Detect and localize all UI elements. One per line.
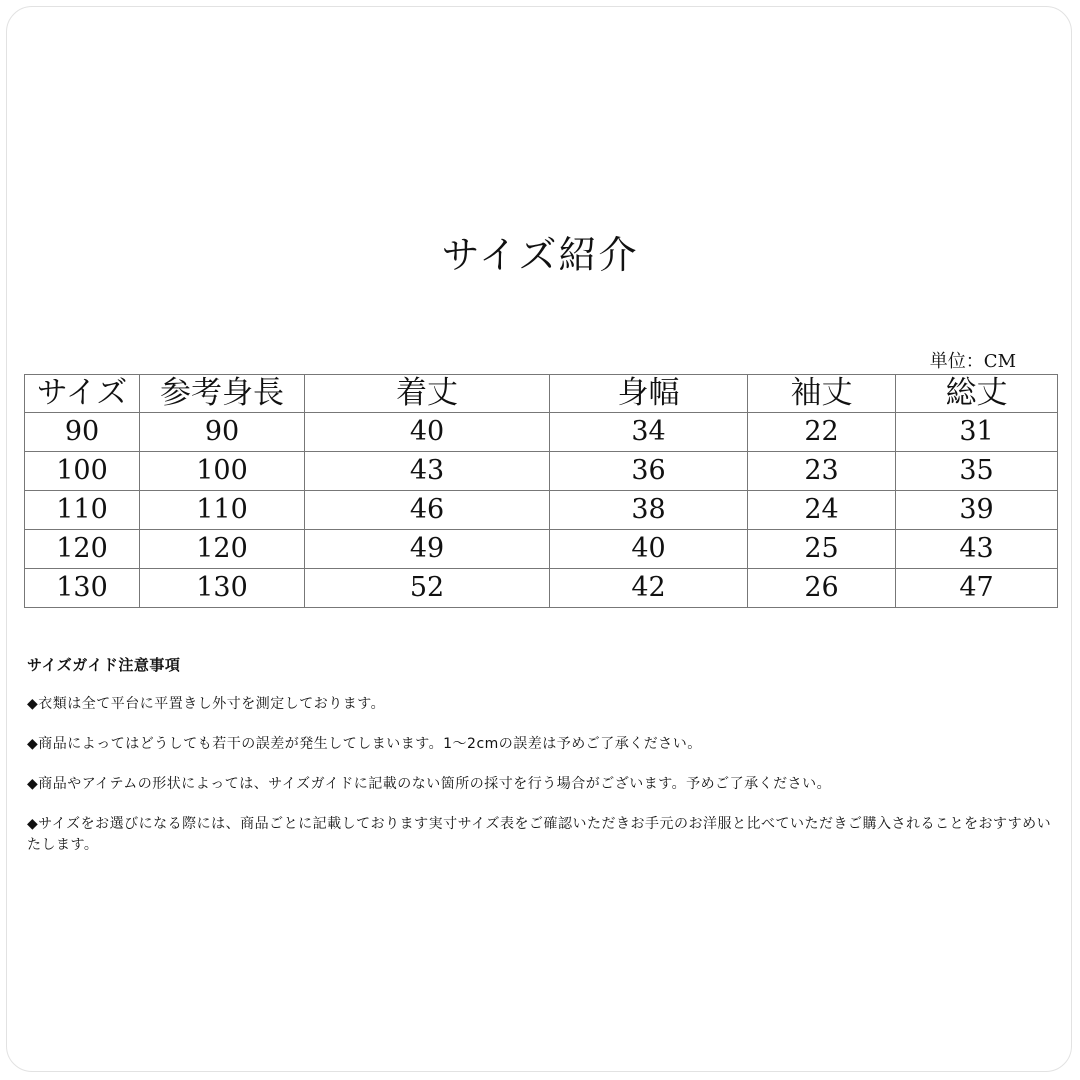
size-guide-notes [27, 655, 1057, 875]
table-row [25, 452, 1058, 491]
cell-width: 38 [550, 491, 748, 530]
cell-reference-height: 110 [140, 491, 305, 530]
cell-reference-height: 130 [140, 569, 305, 608]
cell-reference-height: 120 [140, 530, 305, 569]
cell-width: 42 [550, 569, 748, 608]
page-title: サイズ紹介 [441, 233, 639, 277]
cell-total-length: 43 [896, 530, 1058, 569]
note-item: ◆サイズをお選びになる際には、商品ごとに記載しております実寸サイズ表をご確認いただきお手元のお洋服と比べていただきご購入されることをおすすめいたします。 [27, 816, 1052, 853]
header-length: 着丈 [305, 375, 550, 413]
cell-total-length: 35 [896, 452, 1058, 491]
table-row [25, 491, 1058, 530]
cell-size: 130 [25, 569, 140, 608]
notes-heading: サイズガイド注意事項 [27, 656, 181, 674]
cell-sleeve: 25 [748, 530, 896, 569]
table-header-row [25, 375, 1058, 413]
cell-length: 52 [305, 569, 550, 608]
cell-reference-height: 100 [140, 452, 305, 491]
cell-sleeve: 22 [748, 413, 896, 452]
cell-total-length: 31 [896, 413, 1058, 452]
cell-length: 49 [305, 530, 550, 569]
cell-reference-height: 90 [140, 413, 305, 452]
cell-width: 34 [550, 413, 748, 452]
note-item: ◆商品によってはどうしても若干の誤差が発生してしまいます。1〜2cmの誤差は予めご了承ください。 [27, 736, 702, 752]
note-item: ◆衣類は全て平台に平置きし外寸を測定しております。 [27, 696, 386, 712]
header-total-length: 総丈 [896, 375, 1058, 413]
cell-length: 46 [305, 491, 550, 530]
header-width: 身幅 [550, 375, 748, 413]
cell-total-length: 39 [896, 491, 1058, 530]
cell-size: 120 [25, 530, 140, 569]
cell-sleeve: 24 [748, 491, 896, 530]
note-item: ◆商品やアイテムの形状によっては、サイズガイドに記載のない箇所の採寸を行う場合がございます。予めご了承ください。 [27, 776, 832, 792]
header-sleeve: 袖丈 [748, 375, 896, 413]
cell-size: 100 [25, 452, 140, 491]
cell-width: 40 [550, 530, 748, 569]
cell-total-length: 47 [896, 569, 1058, 608]
header-size: サイズ [25, 375, 140, 413]
cell-sleeve: 26 [748, 569, 896, 608]
unit-label: 単位：CM [929, 351, 1016, 372]
header-reference-height: 参考身長 [140, 375, 305, 413]
table-row [25, 530, 1058, 569]
cell-sleeve: 23 [748, 452, 896, 491]
cell-length: 43 [305, 452, 550, 491]
table-row [25, 569, 1058, 608]
cell-size: 110 [25, 491, 140, 530]
size-table [24, 374, 1058, 608]
cell-size: 90 [25, 413, 140, 452]
cell-width: 36 [550, 452, 748, 491]
table-row [25, 413, 1058, 452]
cell-length: 40 [305, 413, 550, 452]
